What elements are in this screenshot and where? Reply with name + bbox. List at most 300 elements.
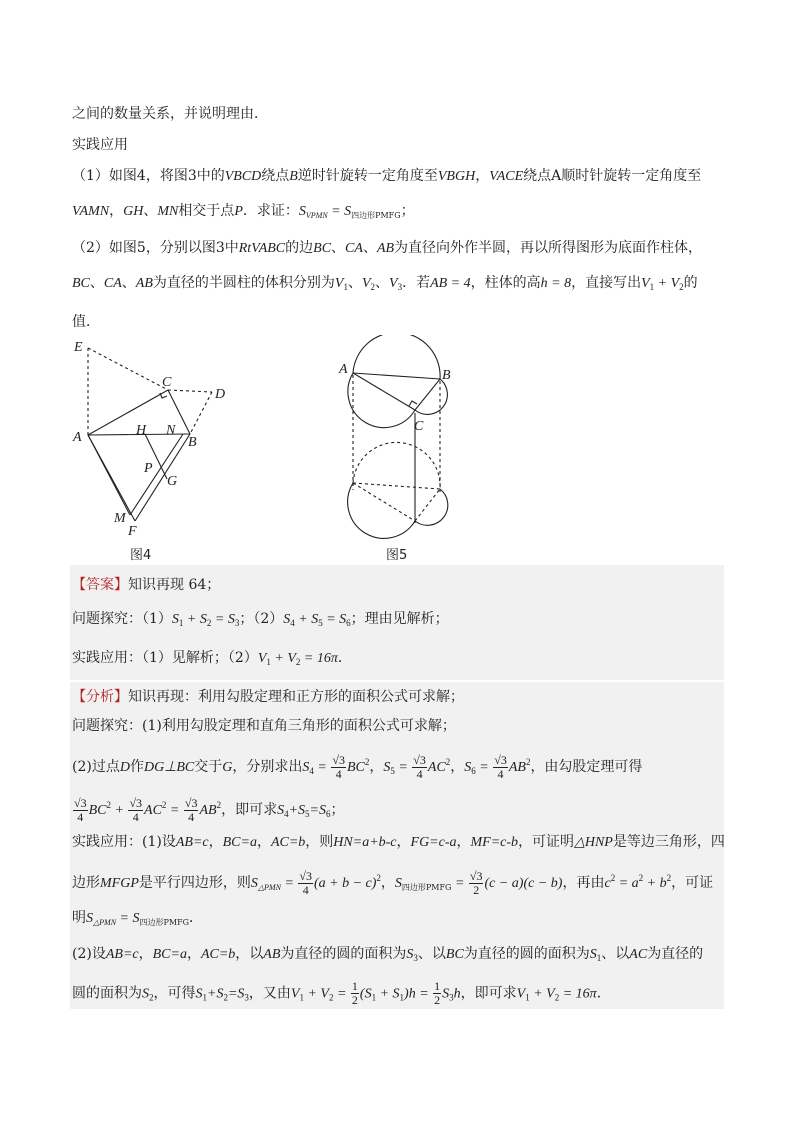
- text: ，直接写出: [571, 275, 642, 291]
- math: S: [142, 986, 149, 1002]
- fraction: [493, 754, 508, 781]
- math: = a: [615, 876, 639, 891]
- math: BC: [445, 947, 464, 962]
- math: (a + b − c): [313, 876, 377, 891]
- segment-AF: [88, 435, 135, 521]
- fraction: [73, 797, 88, 824]
- figure-5-caption: 图5: [386, 548, 408, 563]
- text: ，又由: [248, 985, 291, 1002]
- math-sub: 5: [390, 766, 395, 776]
- label-A: A: [73, 430, 82, 445]
- circle-top-AB: [353, 335, 440, 379]
- math: D: [119, 760, 130, 775]
- numerator: √3: [184, 795, 198, 810]
- fraction: [298, 870, 313, 897]
- circle-bottom-BC: [415, 489, 448, 525]
- math-sub: 3: [413, 953, 418, 963]
- math: HN=a+b-c: [333, 835, 397, 850]
- math-sub: 1: [178, 618, 184, 628]
- segment-EC: [88, 348, 168, 390]
- math: S: [283, 612, 291, 627]
- text: 绕点A顺时针旋转一定角度至: [523, 168, 702, 184]
- text: 是等边三角形，四: [612, 834, 725, 850]
- text: ，: [396, 834, 411, 850]
- text: 之间的数量关系，并说明理由．: [72, 106, 268, 122]
- math: + S: [376, 986, 400, 1002]
- analysis-line-3: [72, 752, 642, 781]
- segment-BC-bottom: [415, 489, 440, 521]
- math: AB: [199, 803, 217, 818]
- text: （2）如图5，分别以图3中: [72, 240, 239, 256]
- math: MF=c-b: [470, 835, 519, 850]
- label-B: B: [442, 368, 451, 383]
- math: S: [171, 612, 179, 627]
- math-sub: 5: [305, 809, 310, 819]
- answer-tag: 【答案】: [72, 577, 128, 593]
- segment-AC-bottom: [353, 483, 415, 521]
- math: =S: [309, 803, 326, 818]
- text: 、: [143, 203, 158, 219]
- denominator: 2: [473, 882, 480, 897]
- math: +: [110, 803, 128, 818]
- text: ．: [189, 910, 204, 926]
- text: 为直径的半圆柱的体积分别为: [152, 275, 335, 291]
- label-E: E: [74, 340, 83, 355]
- math: + V: [529, 986, 555, 1002]
- math: = S: [211, 612, 235, 627]
- fraction: [331, 754, 346, 781]
- segment-AB-top: [353, 373, 440, 379]
- fraction: [128, 797, 143, 824]
- circle-top-BC: [415, 379, 447, 414]
- math: BC: [346, 760, 365, 775]
- math: V: [290, 986, 300, 1002]
- text: 相交于点: [178, 203, 235, 219]
- text: 值．: [72, 314, 100, 330]
- analysis-line-5: [72, 832, 725, 853]
- math-sub: 5: [318, 618, 323, 628]
- denominator: 4: [416, 766, 423, 781]
- math: MFGP: [100, 876, 139, 891]
- math: S: [302, 760, 310, 775]
- math: AC: [629, 947, 648, 962]
- math: V: [361, 276, 371, 291]
- text: 明: [72, 910, 86, 926]
- math-sub: 2: [679, 282, 684, 292]
- math-sup: 2: [216, 800, 222, 810]
- math: AC: [427, 760, 446, 775]
- label-N: N: [166, 423, 176, 438]
- segment-FB: [135, 434, 190, 521]
- fraction: [351, 980, 359, 1007]
- math: = S: [322, 612, 347, 627]
- math: VBCD: [224, 169, 262, 184]
- answer-line-2: [72, 609, 449, 633]
- math: (S: [359, 986, 372, 1002]
- math: + V: [270, 651, 296, 666]
- math: CA: [103, 276, 122, 291]
- math: + b: [643, 876, 667, 891]
- math: + V: [303, 986, 329, 1002]
- math: V: [641, 276, 650, 291]
- analysis-line-2: [72, 716, 456, 736]
- analysis-line-9: [72, 980, 611, 1008]
- math: (c − a)(c − b): [484, 876, 563, 891]
- math: BC: [88, 803, 107, 818]
- math: BC=a: [152, 947, 187, 962]
- question-line-1: [72, 104, 268, 124]
- text: ．: [596, 985, 611, 1002]
- text: ；（2）: [239, 611, 284, 627]
- numerator: √3: [332, 752, 345, 767]
- numerator: √3: [74, 795, 87, 810]
- numerator: √3: [494, 752, 507, 767]
- analysis-line-1: [72, 687, 464, 707]
- text: ．: [337, 650, 352, 666]
- math: +S: [207, 986, 224, 1002]
- analysis-tag: 【分析】: [72, 689, 128, 705]
- fraction: [433, 980, 441, 1007]
- math: AC=b: [200, 947, 236, 962]
- numerator: √3: [129, 795, 143, 810]
- denominator: 2: [434, 993, 441, 1007]
- math: B: [289, 169, 298, 184]
- text: 、: [331, 240, 346, 256]
- math: + S: [183, 612, 207, 627]
- analysis-line-7: [72, 908, 203, 933]
- math-sub: 2: [370, 282, 376, 292]
- math-sup: 2: [364, 757, 370, 767]
- text: ，: [369, 759, 384, 775]
- text: 的边: [285, 240, 314, 256]
- math: BC: [72, 276, 90, 291]
- question-part-1-line-1: [72, 166, 701, 187]
- text: 交于: [194, 759, 223, 775]
- fraction: [412, 754, 427, 781]
- text: ，: [208, 834, 223, 850]
- math: AB = 4: [430, 276, 471, 291]
- math-sub: 6: [325, 809, 331, 819]
- answer-line-1: [72, 575, 220, 595]
- math: S: [442, 986, 450, 1002]
- denominator: 4: [77, 809, 84, 824]
- text: 绕点: [261, 168, 290, 184]
- math-sup: 2: [666, 873, 672, 883]
- label-C: C: [414, 419, 424, 434]
- question-part-2-line-2: [72, 273, 698, 297]
- math-sub: 2: [295, 657, 301, 667]
- math-sub: 3: [244, 992, 249, 1003]
- denominator: 4: [132, 809, 139, 824]
- right-angle-mark: [409, 401, 417, 406]
- figure-4: [60, 335, 260, 565]
- math-sup: 2: [376, 873, 381, 883]
- math-sub: 3: [449, 992, 454, 1003]
- math: V: [516, 986, 526, 1002]
- text: ；: [330, 802, 345, 818]
- text: 、: [89, 275, 104, 291]
- math: =: [313, 760, 331, 775]
- math: + V: [654, 276, 680, 291]
- math: S: [406, 947, 414, 962]
- math: DG⊥BC: [143, 760, 195, 775]
- math: =: [166, 803, 183, 818]
- math-sub: 2: [149, 992, 154, 1003]
- math: VAMN: [72, 204, 110, 219]
- question-part-2-line-3: [72, 312, 100, 332]
- math: V: [257, 651, 267, 666]
- label-G: G: [167, 474, 178, 489]
- question-part-1-line-2: [72, 201, 415, 226]
- math: S: [277, 803, 285, 818]
- math-sub: 1: [202, 992, 207, 1003]
- math: c: [604, 876, 611, 891]
- math: AB: [135, 276, 153, 291]
- math: S: [250, 876, 258, 891]
- math-sub: 2: [328, 992, 334, 1003]
- math: FG=c-a: [410, 835, 457, 850]
- segment-BC-top: [415, 379, 440, 410]
- text: 为直径的圆的面积为: [463, 946, 590, 962]
- numerator: √3: [299, 868, 312, 883]
- math-sup: 2: [610, 873, 616, 883]
- math-sub: 3: [397, 282, 403, 292]
- math: =: [475, 760, 493, 775]
- text: ，: [475, 168, 490, 184]
- figure-5: [335, 335, 475, 565]
- text: （1）如图4，将图3中的: [72, 168, 225, 184]
- math: VBGH: [437, 169, 476, 184]
- circle-top-AC: [348, 373, 415, 428]
- math: VACE: [489, 169, 524, 184]
- math: P: [234, 204, 243, 219]
- denominator: 4: [302, 882, 309, 897]
- text: (2)设: [72, 946, 106, 962]
- math: AB: [376, 241, 395, 256]
- label-A: A: [339, 362, 348, 377]
- text: (2)过点: [72, 759, 120, 775]
- math: G: [222, 760, 233, 775]
- text: 为直径的: [647, 946, 704, 962]
- analysis-line-4: [72, 795, 344, 824]
- math: GH: [123, 204, 144, 219]
- text: 的: [683, 275, 698, 291]
- numerator: √3: [469, 868, 483, 883]
- question-part-2-line-1: [72, 238, 702, 259]
- math-sub: 3: [234, 618, 240, 628]
- label-B: B: [188, 435, 197, 450]
- text: ，: [380, 875, 395, 891]
- math: AC=b: [270, 835, 306, 850]
- math-sub: 1: [299, 992, 304, 1003]
- math: =S: [227, 986, 245, 1002]
- text: 实践应用：(1)设: [72, 834, 176, 850]
- math-sub: 1: [266, 657, 271, 667]
- text: 是平行四边形，则: [138, 875, 251, 891]
- text: ，: [450, 759, 465, 775]
- math-sup: 2: [638, 873, 644, 883]
- math-sub: 1: [399, 992, 405, 1003]
- text: 知识再现 64；: [128, 577, 221, 593]
- math: MN: [157, 204, 179, 219]
- text: 为直径的圆的面积为: [280, 946, 407, 962]
- label-D: D: [215, 387, 226, 402]
- math: CA: [345, 241, 363, 256]
- text: 问题探究：(1)利用勾股定理和直角三角形的面积公式可求解；: [72, 718, 456, 734]
- math: = 16π: [300, 651, 338, 666]
- math: = S: [116, 911, 140, 926]
- math: AB: [508, 760, 526, 775]
- math: )h =: [404, 986, 433, 1002]
- text: ．求证：: [242, 203, 299, 219]
- denominator: 4: [497, 766, 504, 781]
- label-P: P: [144, 461, 153, 476]
- math: BC=a: [222, 835, 257, 850]
- text: 逆时针旋转一定角度至: [297, 168, 438, 184]
- math: =: [280, 876, 298, 891]
- label-C: C: [162, 375, 172, 390]
- math: S: [589, 947, 597, 962]
- text: 、: [121, 275, 136, 291]
- math: = 16π: [559, 986, 597, 1002]
- math-sub: 1: [649, 282, 655, 292]
- text: ，即可求: [221, 802, 278, 818]
- text: ，由勾股定理可得: [530, 759, 643, 775]
- math-sub: 4: [290, 618, 295, 628]
- math: S: [464, 760, 472, 775]
- text: ．若: [402, 275, 431, 291]
- math: V: [334, 276, 344, 291]
- math: BC: [313, 241, 332, 256]
- math: AB: [263, 947, 281, 962]
- math: AB=c: [105, 947, 139, 962]
- numerator: √3: [413, 752, 426, 767]
- math: =: [394, 760, 412, 775]
- math-sub: 四边形PMFG: [351, 211, 401, 220]
- analysis-line-6: [72, 868, 713, 898]
- text: 实践应用：（1）见解析；（2）: [72, 650, 258, 666]
- text: 、: [362, 240, 377, 256]
- math: Rt: [238, 241, 252, 256]
- text: 、以: [601, 946, 630, 962]
- math-sup: 2: [106, 800, 111, 810]
- fraction: [184, 797, 199, 824]
- numerator: 1: [351, 979, 358, 993]
- text: ，: [109, 203, 124, 219]
- text: 实践应用: [72, 137, 128, 153]
- fraction: [469, 870, 484, 897]
- circle-bottom-AC: [348, 483, 415, 538]
- text: ；: [400, 203, 415, 219]
- math: h = 8: [540, 276, 572, 291]
- denominator: 4: [188, 809, 195, 824]
- segment-AC: [88, 390, 168, 435]
- analysis-line-8: [72, 944, 703, 968]
- math: S: [86, 911, 93, 926]
- text: ，: [256, 834, 271, 850]
- label-H: H: [136, 423, 147, 438]
- math-sub: △PMN: [93, 918, 117, 927]
- segment-AB-bottom: [353, 483, 440, 489]
- math-sub: 2: [223, 992, 228, 1003]
- math: AC: [144, 803, 162, 818]
- segment-AC-top: [353, 373, 415, 410]
- segment-DB: [190, 392, 212, 434]
- math-sub: △PMN: [257, 883, 281, 892]
- math-sup: 2: [161, 800, 167, 810]
- denominator: 2: [351, 993, 358, 1007]
- math: = S: [327, 204, 352, 219]
- label-M: M: [114, 511, 126, 526]
- math-sub: 6: [346, 618, 351, 628]
- text: ，: [138, 946, 153, 962]
- segment-CD: [168, 390, 212, 392]
- text: 问题探究：（1）: [72, 611, 172, 627]
- math-sub: 1: [371, 992, 377, 1003]
- math: h: [453, 986, 461, 1002]
- text: 圆的面积为: [72, 985, 142, 1002]
- math: S: [195, 986, 203, 1002]
- denominator: 4: [335, 766, 342, 781]
- math-sub: 1: [596, 953, 602, 963]
- math-sub: 2: [554, 992, 560, 1003]
- label-F: F: [128, 524, 137, 539]
- math: VABC: [251, 241, 286, 256]
- math-sub: 四边形PMFG: [139, 918, 190, 927]
- math-sup: 2: [525, 757, 531, 767]
- math-sub: 四边形PMFG: [401, 883, 452, 892]
- math-sub: 4: [284, 809, 289, 819]
- math-sup: 2: [445, 757, 451, 767]
- math-sub: VPMN: [305, 211, 328, 220]
- math: =: [451, 876, 468, 891]
- text: 为直径向外作半圆，再以所得图形为底面作柱体，: [394, 240, 703, 256]
- circle-bottom-back: [353, 442, 440, 489]
- text: ，可得: [153, 985, 196, 1002]
- math: V: [389, 276, 398, 291]
- figure-4-caption: 图4: [130, 548, 152, 563]
- text: ，柱体的高: [470, 275, 541, 291]
- text: 、以: [417, 946, 446, 962]
- math: △HNP: [574, 835, 613, 850]
- text: ，分别求出: [232, 759, 303, 775]
- math-sub: 6: [471, 766, 476, 776]
- text: ，可证明: [518, 834, 575, 850]
- text: ，: [186, 946, 201, 962]
- math: +S: [288, 803, 306, 818]
- text: 作: [129, 759, 144, 775]
- math: S: [298, 204, 306, 219]
- text: ，可证: [671, 875, 714, 891]
- math-sub: 1: [343, 282, 348, 292]
- math: S: [383, 760, 391, 775]
- text: ，再由: [562, 875, 605, 891]
- numerator: 1: [434, 979, 441, 993]
- text: ，即可求: [460, 985, 517, 1002]
- text: ；理由见解析；: [350, 611, 449, 627]
- answer-line-3: [72, 648, 352, 672]
- math: AB=c: [175, 835, 209, 850]
- text: 、: [347, 275, 362, 291]
- math: + S: [294, 612, 319, 627]
- text: ，以: [235, 946, 264, 962]
- text: ，则: [305, 834, 334, 850]
- text: ，: [456, 834, 471, 850]
- section-title-practice: [72, 135, 128, 155]
- math-sub: 2: [206, 618, 212, 628]
- text: 知识再现：利用勾股定理和正方形的面积公式可求解；: [128, 689, 464, 705]
- math-sub: 1: [525, 992, 530, 1003]
